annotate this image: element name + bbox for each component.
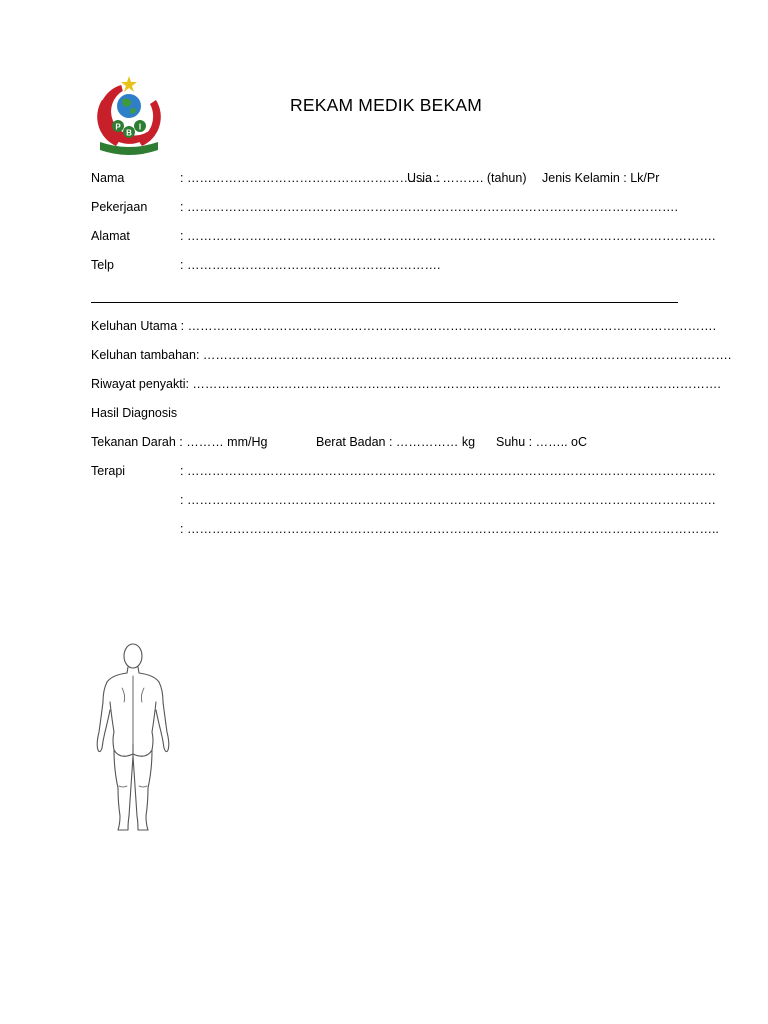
pekerjaan-label: Pekerjaan: [91, 200, 148, 214]
terapi-line-1[interactable]: : ……………………………………………………………………………………………………………….: [180, 464, 716, 478]
berat-badan-field[interactable]: Berat Badan : …………… kg: [316, 435, 476, 449]
section-divider: [91, 302, 678, 303]
usia-field[interactable]: Usia : ………. (tahun): [407, 171, 527, 185]
alamat-field[interactable]: : ……………………………………………………………………………………………………………….: [180, 229, 716, 243]
page-title: REKAM MEDIK BEKAM: [290, 95, 483, 115]
alamat-label: Alamat: [91, 229, 130, 243]
nama-label: Nama: [91, 171, 125, 185]
keluhan-utama-field[interactable]: Keluhan Utama : ……………………………………………………………………………………………………………….: [91, 319, 717, 333]
tekanan-darah-field[interactable]: Tekanan Darah : ……… mm/Hg: [91, 435, 268, 449]
pekerjaan-field[interactable]: : ……………………………………………………………………………………………………….: [180, 200, 678, 214]
nama-field[interactable]: : …………………………………………………….: [180, 171, 441, 185]
pbi-logo: [92, 74, 166, 160]
human-body-back-outline-icon[interactable]: [90, 640, 176, 836]
hasil-diagnosis-label: Hasil Diagnosis: [91, 406, 178, 420]
logo-letter-i: I: [138, 122, 142, 132]
terapi-line-3[interactable]: : ………………………………………………………………………………………………………………..: [180, 522, 719, 536]
suhu-field[interactable]: Suhu : …….. oC: [496, 435, 588, 449]
logo-letter-p: P: [115, 122, 121, 132]
telp-field[interactable]: : …………………………………………………….: [180, 258, 441, 272]
riwayat-penyakit-field[interactable]: Riwayat penyakti: ……………………………………………………………………………………………………………….: [91, 377, 721, 391]
telp-label: Telp: [91, 258, 114, 272]
star-icon: [121, 76, 137, 92]
keluhan-tambahan-field[interactable]: Keluhan tambahan: ……………………………………………………………………………………………………………….: [91, 348, 732, 362]
jenis-kelamin-field[interactable]: Jenis Kelamin : Lk/Pr: [542, 171, 660, 185]
terapi-line-2[interactable]: : ……………………………………………………………………………………………………………….: [180, 493, 716, 507]
logo-ribbon: [100, 142, 158, 155]
terapi-label: Terapi: [91, 464, 126, 478]
logo-letter-b: B: [126, 128, 132, 138]
